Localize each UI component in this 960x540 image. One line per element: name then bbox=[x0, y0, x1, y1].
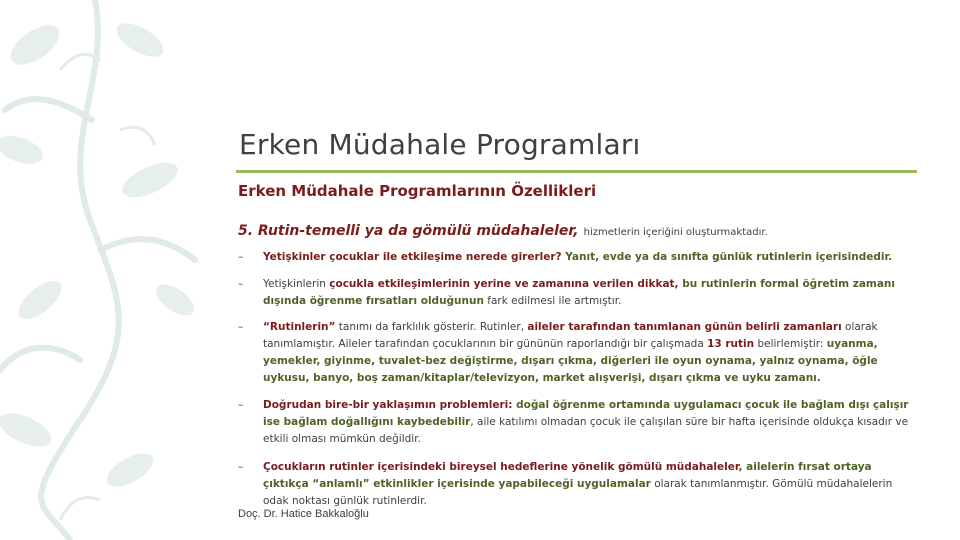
list-item bbox=[238, 459, 910, 510]
text-run: olarak tanımlanmıştır. Gömülü müdahalelerin odak noktası günlük rutinlerdir. bbox=[263, 478, 893, 507]
list-item-text bbox=[263, 249, 910, 266]
text-run: aileler tarafından tanımlanan günün belirli zamanları bbox=[527, 321, 842, 333]
list-item bbox=[238, 249, 910, 266]
list-item bbox=[238, 397, 910, 448]
text-run: , ailelerin fırsat ortaya çıktıkça “anlamlı” etkinlikler içerisinde yapabileceği uygulamalar bbox=[263, 461, 872, 490]
text-run: Çocukların rutinler içerisindeki bireysel hedeflerine yönelik gömülü müdahaleler bbox=[263, 461, 739, 473]
text-run: fark edilmesi ile artmıştır. bbox=[483, 295, 622, 307]
text-run: belirlemiştir: bbox=[754, 338, 827, 350]
slide-subtitle: Erken Müdahale Programlarının Özellikleri bbox=[238, 182, 597, 200]
text-run: Doğrudan bire-bir yaklaşımın problemleri: bbox=[263, 399, 517, 411]
bullet-dash: – bbox=[238, 278, 244, 290]
text-run: Yetişkinlerin bbox=[263, 278, 330, 290]
list-item-text bbox=[263, 276, 910, 310]
slide-title: Erken Müdahale Programları bbox=[239, 128, 641, 161]
lead-rest-text: hizmetlerin içeriğini oluşturmaktadır. bbox=[583, 227, 768, 238]
text-run: 13 rutin bbox=[707, 338, 755, 350]
text-run: doğal öğrenme ortamında uygulamacı çocuk ile bağlam dışı çalışır ise bağlam doğallığını kaybedebilir bbox=[263, 399, 909, 428]
bullet-dash: – bbox=[238, 461, 244, 473]
text-run: bu rutinlerin formal öğretim zamanı dışında öğrenme fırsatları olduğunun bbox=[263, 278, 896, 307]
text-run: Yetişkinler çocuklar ile etkileşime nerede girerler? bbox=[263, 251, 566, 263]
bullet-dash: – bbox=[238, 399, 244, 411]
lead-strong-text: 5. Rutin-temelli ya da gömülü müdahaleler, bbox=[238, 223, 579, 239]
lead-line bbox=[238, 220, 768, 239]
list-item-text bbox=[263, 319, 910, 387]
leaf-branch-decoration bbox=[0, 0, 200, 540]
footer-author: Doç. Dr. Hatice Bakkaloğlu bbox=[238, 508, 369, 520]
title-underline bbox=[236, 170, 917, 173]
list-item-text bbox=[263, 397, 910, 448]
bullet-dash: – bbox=[238, 321, 244, 333]
text-run: Yanıt, evde ya da sınıfta günlük rutinlerin içerisindedir. bbox=[565, 251, 893, 263]
bullet-dash: – bbox=[238, 251, 244, 263]
text-run: olarak tanımlamıştır. Aileler tarafından çocuklarının bir gününün raporlandığı bir çalışmada bbox=[263, 321, 878, 350]
text-run: , aile katılımı olmadan çocuk ile çalışılan süre bir hafta içerisinde oldukça kısadır ve etkili olması mümkün değildir. bbox=[263, 416, 909, 445]
text-run: çocukla etkileşimlerinin yerine ve zamanına verilen dikkat, bbox=[329, 278, 679, 290]
text-run: “Rutinlerin” bbox=[263, 321, 336, 333]
text-run: uyanma, yemekler, giyinme, tuvalet-bez değiştirme, dışarı çıkma, diğerleri ile oyun oynama, yalnız oynama, öğle uykusu, banyo, boş zaman/kitaplar/televizyon, market alışverişi, dışarı çıkma ve uyku zamanı. bbox=[263, 338, 878, 384]
text-run: tanımı da farklılık gösterir. Rutinler, bbox=[335, 321, 528, 333]
list-item bbox=[238, 319, 910, 387]
list-item-text bbox=[263, 459, 910, 510]
list-item bbox=[238, 276, 910, 310]
